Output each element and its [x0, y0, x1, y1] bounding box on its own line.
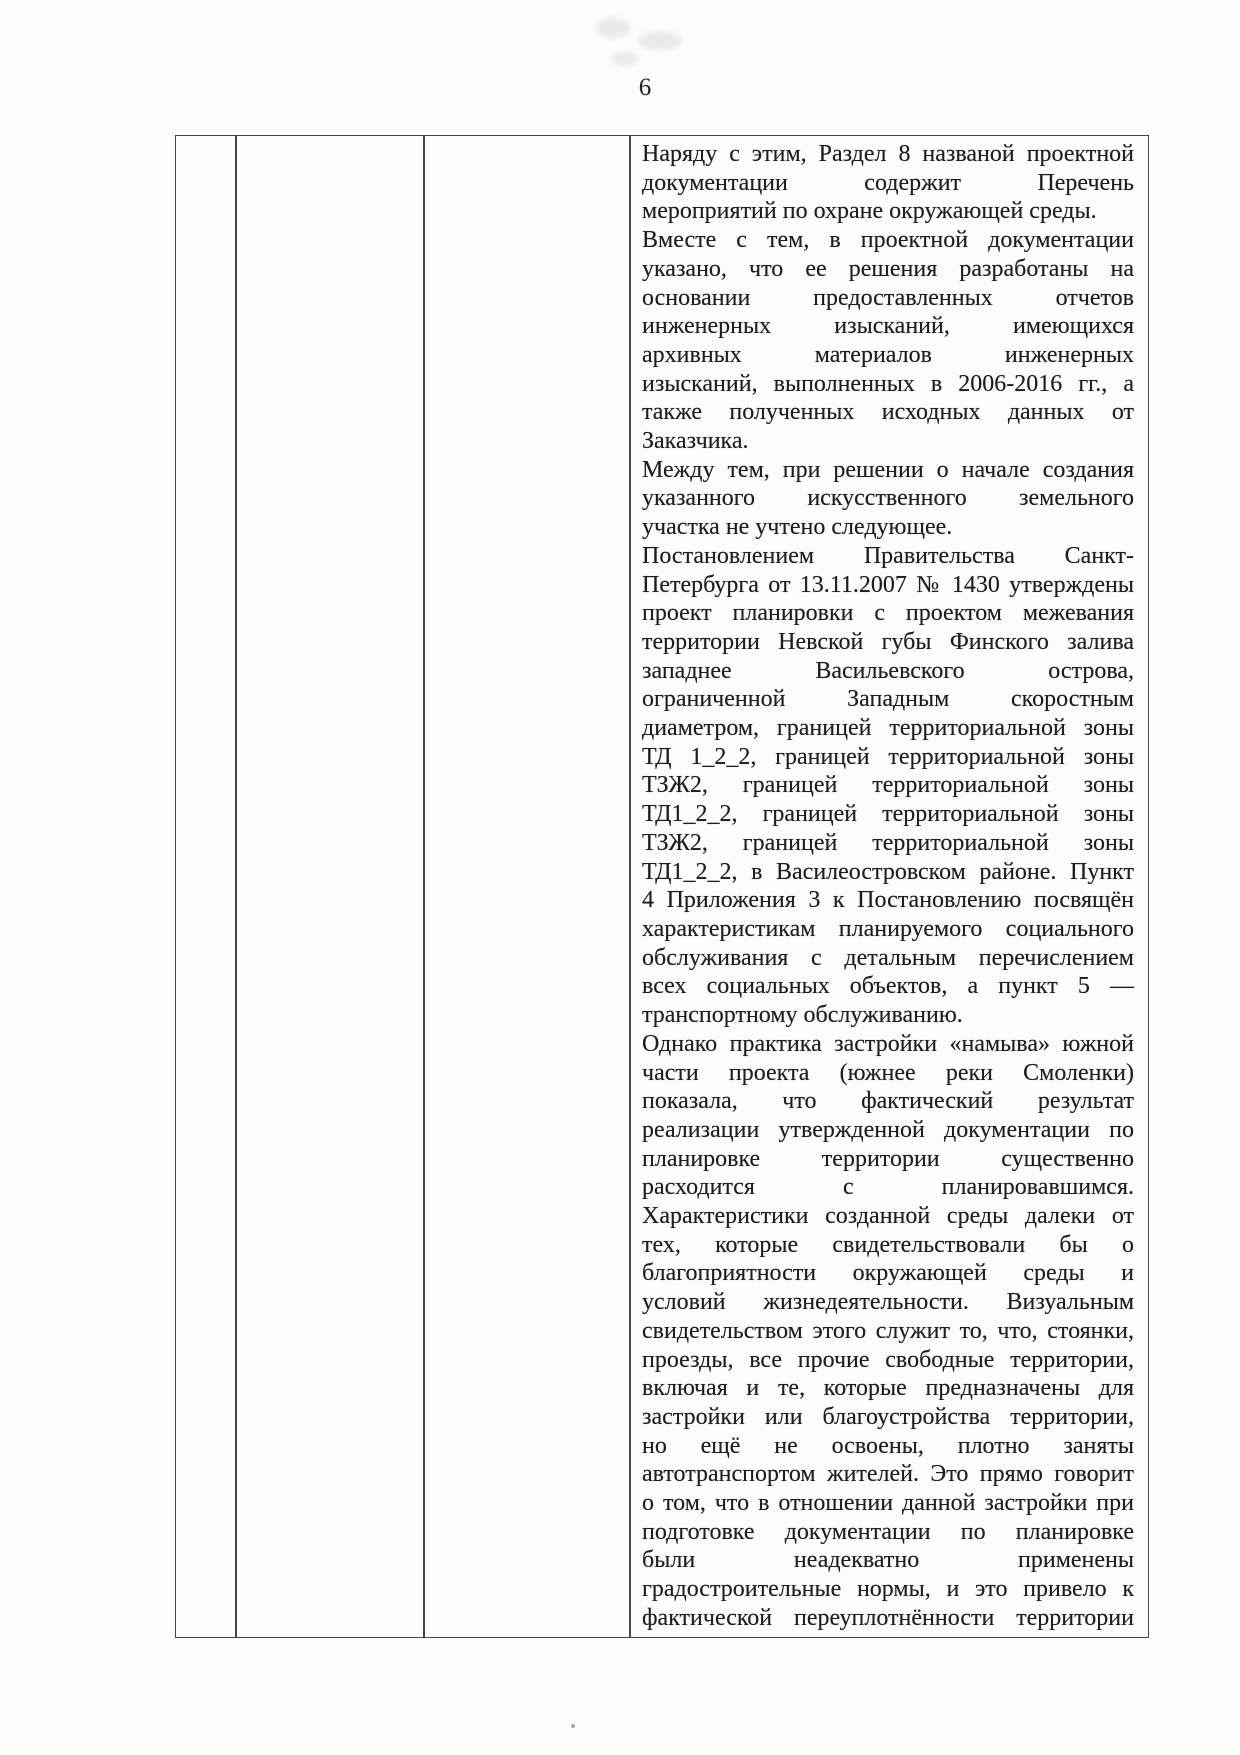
text-line: также полученных исходных данных от — [642, 399, 1134, 426]
scan-artifact — [638, 32, 682, 50]
text-line: участка не учтено следующее. — [642, 514, 953, 541]
text-line: свидетельством этого служит то, что, стоянки, — [642, 1317, 1134, 1344]
text-line: подготовке документации по планировке — [642, 1518, 1134, 1545]
scan-artifact — [571, 1724, 575, 1728]
text-line: ТД1_2_2, границей территориальной зоны — [642, 801, 1134, 828]
text-line: ТД1_2_2, в Василеостровском районе. Пункт — [642, 858, 1134, 885]
text-line: градостроительные нормы, и это привело к — [642, 1576, 1134, 1603]
text-line: благоприятности окружающей среды и — [642, 1260, 1134, 1287]
text-line: территории Невской губы Финского залива — [642, 628, 1134, 655]
text-line: но ещё не освоены, плотно заняты — [642, 1432, 1134, 1459]
text-line: инженерных изысканий, имеющихся — [642, 313, 1134, 340]
text-line: Однако практика застройки «намыва» южной — [642, 1030, 1134, 1057]
text-line: западнее Васильевского острова, — [642, 657, 1134, 684]
table-column-divider — [629, 136, 631, 1637]
text-line: расходится с планировавшимся. — [642, 1174, 1134, 1201]
text-line: Между тем, при решении о начале создания — [642, 456, 1134, 483]
document-table — [175, 135, 1149, 1638]
text-line: архивных материалов инженерных — [642, 341, 1134, 368]
text-line: планировке территории существенно — [642, 1145, 1134, 1172]
text-line: условий жизнедеятельности. Визуальным — [642, 1289, 1134, 1316]
table-column-divider — [235, 136, 237, 1637]
text-line: обслуживания с детальным перечислением — [642, 944, 1134, 971]
text-line: проект планировки с проектом межевания — [642, 600, 1134, 627]
text-line: документации содержит Перечень — [642, 169, 1134, 196]
text-line: характеристикам планируемого социального — [642, 915, 1134, 942]
text-line: Петербурга от 13.11.2007 № 1430 утверждены — [642, 571, 1134, 598]
text-line: мероприятий по охране окружающей среды. — [642, 198, 1097, 225]
text-line: были неадекватно применены — [642, 1547, 1134, 1574]
text-line: диаметром, границей территориальной зоны — [642, 715, 1134, 742]
text-line: всех социальных объектов, а пункт 5 — — [642, 973, 1134, 1000]
text-line: указано, что ее решения разработаны на — [642, 255, 1134, 282]
text-line: показала, что фактический результат — [642, 1088, 1134, 1115]
page-number: 6 — [638, 74, 652, 101]
text-line: основании предоставленных отчетов — [642, 284, 1134, 311]
text-line: Заказчика. — [642, 428, 749, 455]
text-line: Наряду с этим, Раздел 8 названой проектной — [642, 141, 1134, 167]
text-line: Характеристики созданной среды далеки от — [642, 1203, 1134, 1230]
text-line: включая и те, которые предназначены для — [642, 1375, 1134, 1402]
text-line: ТЗЖ2, границей территориальной зоны — [642, 829, 1134, 856]
text-line: Постановлением Правительства Санкт- — [642, 542, 1134, 569]
text-line: части проекта (южнее реки Смоленки) — [642, 1059, 1134, 1086]
text-line: автотранспортом жителей. Это прямо говорит — [642, 1461, 1134, 1488]
text-line: ТЗЖ2, границей территориальной зоны — [642, 772, 1134, 799]
text-line: Вместе с тем, в проектной документации — [642, 227, 1134, 254]
text-line: тех, которые свидетельствовали бы о — [642, 1231, 1134, 1258]
text-line: реализации утвержденной документации по — [642, 1116, 1134, 1143]
table-column-divider — [423, 136, 425, 1637]
scan-artifact — [612, 52, 638, 66]
text-line: указанного искусственного земельного — [642, 485, 1134, 512]
text-line: о том, что в отношении данной застройки при — [642, 1490, 1134, 1517]
text-line: фактической переуплотнённости территории — [642, 1604, 1134, 1631]
table-text-cell — [642, 140, 1134, 1633]
text-line: транспортному обслуживанию. — [642, 1002, 963, 1029]
text-line: ТД 1_2_2, границей территориальной зоны — [642, 743, 1134, 770]
text-line: застройки или благоустройства территории, — [642, 1403, 1134, 1430]
text-line: изысканий, выполненных в 2006-2016 гг., а — [642, 370, 1134, 397]
text-line: 4 Приложения 3 к Постановлению посвящён — [642, 887, 1134, 914]
text-line: ограниченной Западным скоростным — [642, 686, 1134, 713]
scan-artifact — [596, 18, 630, 38]
text-line: проезды, все прочие свободные территории, — [642, 1346, 1134, 1373]
